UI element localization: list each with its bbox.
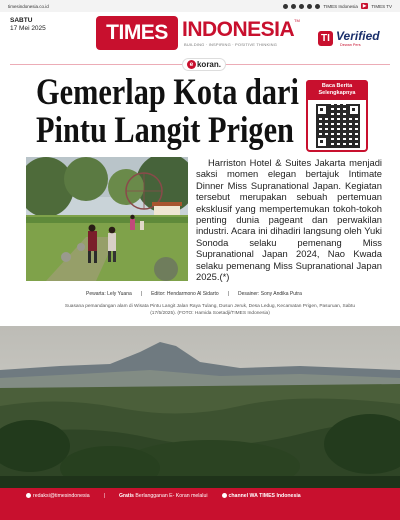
qr-label	[306, 80, 368, 100]
facebook-icon[interactable]	[283, 4, 288, 9]
issue-day: SABTU	[10, 17, 33, 24]
article-photo	[26, 157, 188, 281]
footer-channel[interactable]	[222, 493, 301, 499]
headline	[36, 72, 299, 151]
landscape-photo	[0, 326, 400, 488]
x-icon[interactable]	[299, 4, 304, 9]
logo-indonesia: INDONESIA	[182, 18, 295, 41]
park-photo-illustration	[26, 157, 188, 281]
masthead	[96, 16, 306, 52]
verified-badge	[318, 30, 390, 48]
footer-email[interactable]	[26, 493, 90, 499]
youtube-icon[interactable]	[315, 4, 320, 9]
headline-line-2: Pintu Langit Prigen	[36, 110, 294, 151]
qr-read-more[interactable]	[306, 80, 368, 152]
photo-caption: Suasana pemandangan alam di Wisata Pintu Langit Jalan Raya Tulang, Dusun Jeruk, Desa Ledug, Kecamatan Prigen, Pasuruan, Sabtu (17/5/2025). (FOTO: Hamida Soetadji/TIMES Indonesia)	[64, 304, 356, 316]
credits-line	[86, 291, 386, 297]
footer-bar	[0, 488, 400, 520]
top-bar	[0, 0, 400, 12]
credit-separator: |	[227, 291, 229, 297]
issue-date	[10, 17, 46, 33]
credit-designer: Desainer: Sony Andika Putra	[237, 291, 302, 297]
headline-line-1: Gemerlap Kota dari	[36, 72, 299, 113]
credit-separator: |	[140, 291, 143, 297]
whatsapp-icon	[222, 493, 227, 498]
tv-icon: ▶	[362, 3, 367, 8]
footer-separator: |	[103, 493, 105, 499]
qr-finder-icon	[316, 136, 328, 148]
site-url[interactable]: timesindonesia.co.id	[8, 4, 49, 9]
footer-subscribe	[119, 493, 208, 499]
social-links	[283, 3, 392, 9]
qr-label-line-2: Selengkapnya	[318, 90, 356, 96]
verified-word: Verified	[336, 29, 380, 43]
footer-subscribe-bold: Gratis	[118, 493, 134, 499]
qr-label-line-1: Baca Berita	[321, 83, 353, 89]
logo-times: TIMES	[96, 16, 178, 50]
footer-subscribe-rest: Berlangganan E- Koran melalui	[135, 493, 208, 499]
ekoran-badge	[182, 58, 226, 71]
social-handle: TIMES Indonesia	[323, 3, 358, 9]
tiktok-icon[interactable]	[307, 4, 312, 9]
credit-editor: Editor: Hendarmono Al Sidarto	[151, 291, 219, 297]
mountain-landscape-illustration	[0, 326, 400, 488]
logo-tagline: BUILDING · INSPIRING · POSITIVE THINKING	[184, 42, 278, 47]
instagram-icon[interactable]	[291, 4, 296, 9]
qr-code-icon[interactable]	[316, 104, 360, 148]
qr-finder-icon	[348, 104, 360, 116]
article-paragraph: Harriston Hotel & Suites Jakarta menjadi saksi momen elegan bertajuk Intimate Dinner Miss Supranational Japan. Kegiatan tersebut merupakan sebuah pertemuan eksklusif yang mempertemukan tokoh-tokoh penting dunia pageant dan perwakilan industri. Acara ini dihadiri langsung oleh Yuki Sonoda selaku pemenang Miss Supranational Japan 2024, Nao Kwada selaku pemenang Miss Supranational Japan 2025.(*)	[196, 157, 382, 283]
issue-full-date: 17 Mei 2025	[10, 25, 46, 32]
footer-channel-text: channel WA TIMES Indonesia	[228, 493, 301, 499]
ekoran-label: koran.	[196, 60, 221, 69]
email-icon	[26, 493, 31, 498]
qr-finder-icon	[316, 104, 328, 116]
footer-email-text: redaksi@timesindonesia	[33, 493, 90, 499]
verified-sub: Dewan Pers	[340, 43, 361, 47]
footer-row	[26, 493, 301, 499]
tv-label[interactable]: TIMES TV	[371, 3, 392, 9]
verified-logo-icon: TI	[318, 31, 333, 46]
ekoran-e-icon: e	[187, 60, 196, 69]
trademark-mark: TM	[294, 18, 300, 23]
credit-writer: Pewarta: Lely Yuana	[86, 291, 132, 297]
article-body	[196, 157, 382, 282]
